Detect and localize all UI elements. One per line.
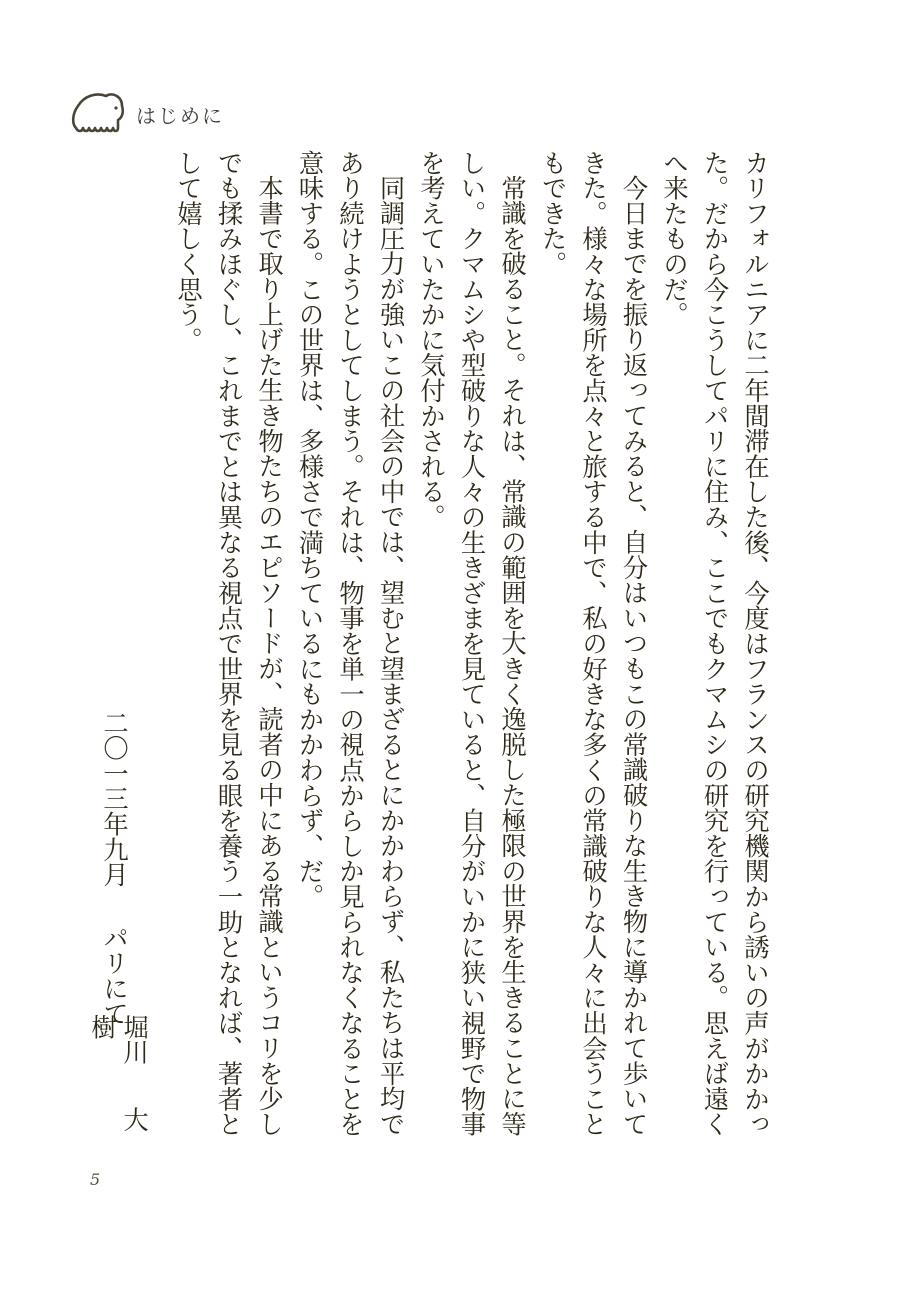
closing-place: パリにて: [100, 925, 129, 1027]
author-family-name: 堀川: [120, 1014, 149, 1065]
paragraph-3: 常識を破ること。それは、常識の範囲を大きく逸脱した極限の世界を生きることに等しい。クマムシや型破りな人々の生きざまを見ていると、自分がいかに狭い視野で物事を考えていたかに気付かされる。: [417, 150, 527, 1137]
paragraph-1: カリフォルニアに二年間滞在した後、今度はフランスの研究機関から誘いの声がかかった。だから今こうしてパリに住み、ここでもクマムシの研究を行っている。思えば遠くへ来たものだ。: [660, 150, 770, 1137]
creature-icon: [70, 88, 128, 140]
closing-date: 二〇一三年九月: [100, 710, 129, 888]
paragraph-4: 同調圧力が強いこの社会の中では、望むと望まざるとにかかわらず、私たちは平均であり続けようとしてしまう。それは、物事を単一の視点からしか見られなくなることを意味する。この世界は、多様さで満ちているにもかかわらず、だ。: [295, 150, 406, 1137]
paragraph-5: 本書で取り上げた生き物たちのエピソードが、読者の中にある常識というコリを少しでも揉みほぐし、これまでとは異なる視点で世界を見る眼を養う一助となれば、著者として嬉しく思う。: [174, 150, 284, 1137]
paragraph-2: 今日までを振り返ってみると、自分はいつもこの常識破りな生き物に導かれて歩いてきた。様々な場所を点々と旅する中で、私の好きな多くの常識破りな人々に出会うこともできた。: [538, 150, 649, 1137]
body-text: [174, 150, 775, 1150]
page-number: 5: [90, 1170, 101, 1189]
section-title: はじめに: [136, 103, 224, 128]
section-header: [70, 88, 224, 140]
author-given-name: 大樹: [88, 1014, 149, 1132]
author-signature: [86, 1014, 150, 1144]
